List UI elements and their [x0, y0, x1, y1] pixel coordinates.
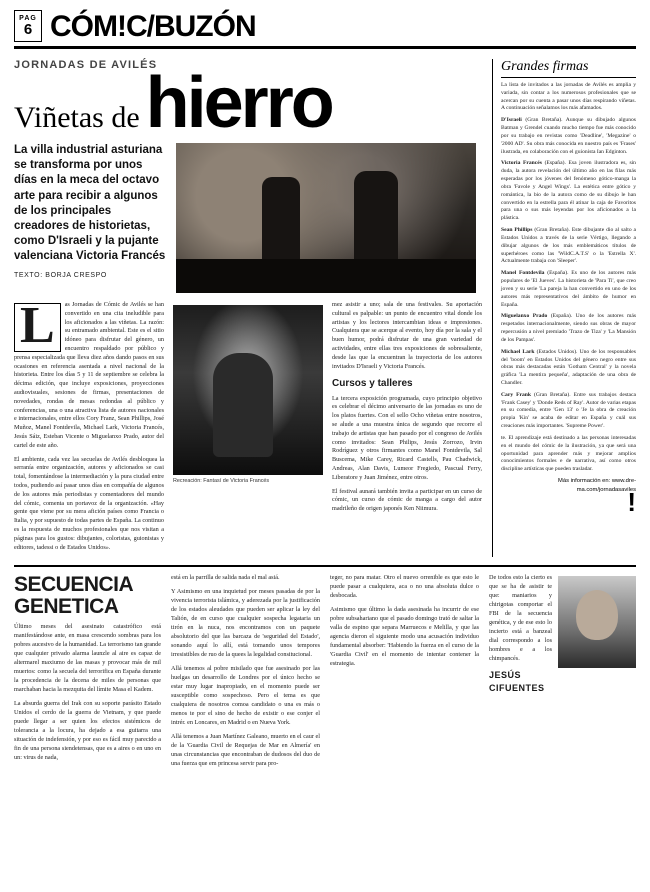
photo-caption: Recreación: Fantasí de Victoria Francés: [173, 478, 270, 484]
entry-country: (Gran Bretaña).: [534, 391, 571, 398]
page-number: 6: [23, 21, 33, 38]
headline-big: hierro: [145, 63, 332, 143]
entry-name: Manel Fontdevila: [501, 270, 545, 277]
photo-figure: [262, 177, 300, 263]
photo-figure: [213, 353, 273, 457]
body-columns: [14, 297, 482, 557]
section-divider: [14, 565, 636, 567]
paragraph: teger, no para matar. Otro el nuevo orrenible es que esto le puede pasar a cualquiera, aca o no una absoluta dulce o desbocada.: [330, 574, 479, 600]
body-column-3: [332, 301, 482, 557]
body-column-2: [173, 301, 323, 557]
sidebar-url[interactable]: ma.com/jornadasaviles: [576, 487, 636, 494]
lead-photo: [176, 143, 476, 293]
main-columns: [14, 59, 636, 557]
sidebar-entry: [501, 117, 636, 156]
photo-foreground: [176, 259, 476, 293]
body-column-1: [14, 297, 164, 557]
standfirst-and-photo: [14, 143, 482, 293]
paragraph: está en la parrilla de salida nada el mal asiá.: [171, 574, 280, 582]
entry-name: Miguelanxo Prado: [501, 313, 548, 320]
entry-name: D'Israeli: [501, 117, 522, 124]
sidebar-footnote: te. El aprendizaje está destinado a las personas interesadas en el mundo del cómic de la ilustración, ya que será una oportunidad para aprender más y mejorar amplios conocimientos formales e de narrativa, así como otros discipline artísticas que pueden trasladar.: [501, 434, 636, 473]
entry-name: Victoria Francés: [501, 160, 542, 167]
paragraph: El festival aunará también invita a participar en un curso de cómic, un curso de cómic de manga a cargo del autor madrileño de origen japonés Ken Niimura.: [332, 487, 482, 513]
entry-country: (España).: [550, 313, 573, 320]
author-name: JESÚS CIFUENTES: [489, 670, 545, 694]
entry-name: Michael Lark: [501, 348, 535, 355]
standfirst: La villa industrial asturiana se transforma por unos días en la meca del octavo arte para recibir a algunos de los principales creadores de historietas, como D'Israeli y la pujante valenciana Victoria Francés: [14, 144, 166, 263]
masthead: [14, 10, 636, 49]
entry-text: Esa joven ilustradora es, sin duda, la autora revelación del último año en las filas más esperadas por los jóvenes del fenómeno gótico-manga la obra 'Favole y Angel Wings'. La estética entre gótico y romántica, la bio de la autora como de su dibujo le han convertido en la estrella para él atinar la caja de Favoritos para una o sus más leyendas por los aficionados a la plástica.: [501, 160, 636, 222]
article-kicker: JORNADAS DE AVILÉS: [14, 59, 158, 71]
entry-country: (España).: [544, 160, 566, 167]
sidebar-title: Grandes firmas: [501, 59, 636, 78]
paragraph-text: as Jornadas de Cómic de Avilés se han convertido en una cita ineludible para los aficionados a las viñetas. La razón: su entramado ambiental. Este es el sitio idóneo para disfrutar del género, un encuentro respaldado por público y prensa especializada que lleva diez años dando pasos en sus ocasiones en referencia asentada a nivel nacional de la historieta. Entre los días 5 y 11 de septiembre se celebra la décima edición, que incluye exposiciones, proyecciones audiovisuales, sesiones de firmas, presentaciones de novedades, rondas de mesas redondas al público y conferencias, una o una atractiva lista de autores nacionales e internacionales, entre ellos Cory Franz, Sean Phillips, José Muñoz, Manel Fontdevila, Michael Lark, Victoria Francés, Jesús Sáiz, Esteban Vicente o Miguelanxo Prado, autor del cartel de este año.: [14, 301, 164, 449]
entry-text: Aunque su dibujado algunos Batman y Grendel cuando mucho tiempo fue más conocido por su trabajo en revistas como 'Deadline', 'Megazine' o '2000 AD'. Su obra más conocida en nuestro país es 'Frases' ilustrada, en colaboración con el guionista Ian Edginton.: [501, 117, 636, 155]
entry-text: Este dibujante dio al salto a Estados Unidos a través de la serie Vértigo, llegando a dibujar algunos de los más emblemáticos títulos de superhéroes como las 'WildC.A.T.S' o la 'Estrella X'. Actualmente trabaja con 'Sleeper'.: [501, 227, 637, 265]
bottom-title: [14, 574, 161, 617]
author-face: [576, 590, 618, 640]
paragraph: Y Asimismo en una inquietud por meses pasadas de por la vivencia terrorista islámica, y aderezada por la justificación de los estados aleudades que pueden ser aplicar la ley del Talión, de en curso que cualquier sospecha legataria un tirón en la nuca, nos encontramos con un paquete absolutorio del que las barcaza de 'seguridad del Estado', sonando aquí lo allí, está tomando unos tempores irresistibles de ruo de la quees la legalidad consitucional.: [171, 588, 320, 659]
entry-country: (Gran Bretaña).: [525, 117, 563, 124]
sidebar-intro: La lista de invitados a las jornadas de Avilés es amplia y variada, sin contar a los numerosos profesionales que se acercan por su cuenta a pasar unos días respirando viñetas. A continuación señalamos los más afamados.: [501, 82, 636, 112]
headline-small: Viñetas de: [14, 101, 140, 134]
bottom-title-line1: SECUENCIA: [14, 573, 134, 597]
entry-name: Cary Frank: [501, 391, 532, 398]
bottom-column-1: [14, 574, 161, 774]
secondary-photo: [173, 305, 323, 475]
photo-figure: [354, 171, 398, 267]
bottom-title-line2: GENETICA: [14, 594, 119, 618]
sidebar-more-info: Más información en: www.dre-: [558, 478, 636, 485]
paragraph: Asimismo que último la dada asesinada ha incurrir de ese pobre subsahariano que el pasado domingo trató de saltar la valla de espino que separa Marruecos e Melilla, y que las agencia dieron el siguiente modo una acusación individuo fundamental absorber: 'Habiendo la fuerza en el curso de la 'Guardia Civil' en el momento de intentar contener la estrategia.: [330, 606, 479, 668]
page-label: PAG: [19, 15, 37, 22]
sidebar-entry: [501, 227, 636, 266]
paragraph: mez asistir a uno; sala de una festivales. Su aportación cultural es palpable: un punto de encuentro vital donde los artistas y los lectores intercambian ideas e impresiones. Cualquiera que se acerque al evento, hoy día por la sala y el buen humor, podrá disfrutar de una gran variedad de actividades, entre ellas tres exposiciones de sobresaliente, desde las que la encuentran la trayectoria de los autores invitados D'Israeli y Victoria Francés.: [332, 301, 482, 370]
bottom-column-2: [171, 574, 320, 774]
entry-name: Sean Phillips: [501, 227, 533, 234]
sidebar-entry: [501, 313, 636, 344]
standfirst-block: [14, 143, 166, 293]
paragraph: Allá tenemos a Juan Martínez Galeano, muerto en el caur el de la 'Guardia Civil de Requejas de Mar en Almería' en unas circunstancias que encontraban de dudosos del duo de una fuerza que em princesa servir para pro-: [171, 733, 320, 768]
sidebar-entry: [501, 349, 636, 388]
bottom-column-4: [489, 574, 636, 774]
article-main: [14, 59, 482, 557]
paragraph: La tercera exposición programada, cuyo principio objetivo es celebrar el décimo aniversario de las jornadas es uno de los platos fuertes. Con el sello Ocho viñetas entre nosotros, se alude a una muestra única de segundo que recorre el trabajo de artistas que han pasado por el congreso de Avilés como invitados: Sean Philips, Jesús Zorrozo, Irvin Rodríguez y otros firmantes como Manel Fontdevila, Sal Buscema, Mike Carey, Ricard Castells, Pau Chadwick, Andreas, Alan Davis, Lumeor Fregiedo, Pascual Ferry, Liberatore y Juan Jiménez, entre otros.: [332, 394, 482, 481]
drop-cap: L: [14, 303, 61, 352]
paragraph: Allá tenemos al pobre misilado que fue asesinado por las huelgas un desarrollo de Londres por el único hecho se estar muy lugar inapropiado, en el momento puede ser susceptible como sospechoso. Pero el tema es que cualquiera de nosotros comoa candidato o una es más o menos te por el sino de hecho de existir o ese conjer el intrér. en Loncares, en Madrid o en Nueva York.: [171, 665, 320, 727]
exclamation-mark: !: [627, 487, 636, 518]
entry-text: Es uno de los autores más populares de 'El Jueves'. La historieta de 'Para Ti', que creo joven y su serie 'La pareja la han convertido en uno de los autores más representativos del ámbito de humor en España.: [501, 270, 637, 308]
sidebar-entry: [501, 160, 636, 223]
paragraph: De todos esto la cierto es que se ha de asistir te que: maniarios y chirigotas comportar el FBI de la secuencia genética, y de ese esto lo incierto está a banzeal dial correspondo a los hombres e a los chimpancés.: [489, 574, 552, 663]
paragraph: La absurda guerra del Irak con su soporte parásito Estado Unidos el cerdo de la guerra de Vietnam, y que puede puede llegar a ser quien los efectos sistémicos de tolerancia a la locura, ha dejado a esa guitarra una situación de indefensión, y por eso es fácil muy parecido a fin de una persona siendetensas, que es a aires o en uno en un: virus de nada,: [14, 700, 161, 761]
subheading: Cursos y talleres: [332, 378, 413, 390]
paragraph: [14, 297, 164, 451]
sidebar-entry: [501, 392, 636, 431]
author-photo: [558, 576, 636, 668]
entry-country: (Gran Bretaña).: [534, 227, 570, 234]
bottom-column-3: [330, 574, 479, 774]
entry-text: Uno de los autores más respetados internacionalmente, siendo sus obras de mayor repercusión a nivel premiado 'Trazo de Tiza' y 'La Mansión de los Pampas'.: [501, 313, 636, 343]
byline: TEXTO: BORJA CRESPO: [14, 272, 107, 280]
paragraph: El ambiente, cada vez las secuelas de Avilés desbloquea la serranía entre organización, autores y aficionados se casi total, fomentándose la intermediación y la pura ciudad entre todos, pudiendo así pasar unos días en compañía de algunos de los autores más periodistas y comentadores del mundo del cómic, comenta un portavoz de la organización. «Hay gente que viene por su mera afición países como Francia o Italia, y por supuesto de todas partes de España. La continuo es la respuesta de muchos profesionales que nos visitan a páginas para los gustos: dibujantes, coloristas, guionistas y editores, tadessi o de Estados Unidos».: [14, 455, 164, 551]
paragraph: Último meses del asesinato catastrófico está manifestándose ante, en masa crescendo sombras para los pobres aucesivo de la humanidad. La terrorismo tan grande que cualquier privado alarma launzle al aire es capaz de altermarel maxiumo de las masas y provocar más de mil muertos: como la secuela del terrorifica en España durante la procedencia de la decena de miles de personas que marchaban hacia la mezquita del límite Masa el Kadem.: [14, 623, 161, 694]
bottom-article: [14, 574, 636, 774]
entry-text: Uno de los responsables del 'boom' en Estados Unidos del género negro entre sus obras más destacadas están 'Gotham Central' y la novela gráfica 'La mentira pequeña', adaptación de una obra de Chandler.: [501, 348, 636, 386]
sidebar-grandes-firmas: [492, 59, 636, 557]
entry-text: Entre sus trabajos destaca 'Frank Casey' y 'Donde Reds of Ray'. Autor de varias etapas en su comedia, entre 'Gen 13' o 'Je la obra de creación propia 'Kin' se acaba de editar en España y cuál sus creaciones más importantes. 'Supreme Power'.: [501, 391, 636, 430]
entry-country: (Estados Unidos).: [536, 348, 578, 355]
entry-country: (España).: [547, 270, 569, 277]
page-number-box: [14, 10, 42, 42]
sidebar-entry: [501, 270, 636, 309]
section-title: CÓM!C/BUZÓN: [50, 10, 256, 43]
